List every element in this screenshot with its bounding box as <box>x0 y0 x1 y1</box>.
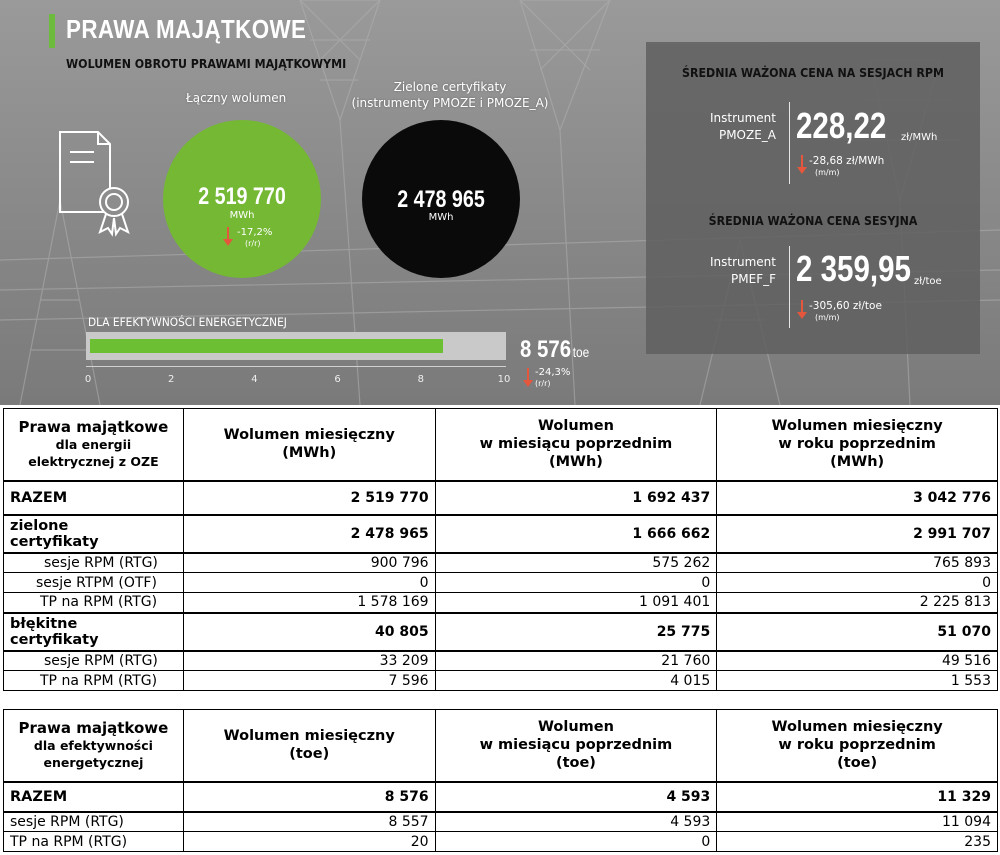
price-rpm-unit: zł/MWh <box>901 132 938 143</box>
cell-value: 1 553 <box>717 671 998 691</box>
row-label <box>4 613 184 651</box>
cell-value: 2 225 813 <box>717 593 998 613</box>
table-row <box>4 832 998 852</box>
price-session-heading: ŚREDNIA WAŻONA CENA SESYJNA <box>708 214 918 228</box>
price-rpm-instrument-line2: PMOZE_A <box>718 128 776 142</box>
certificate-icon <box>58 130 138 240</box>
price-rpm-change <box>809 155 884 179</box>
axis-tick-label: 2 <box>168 374 175 385</box>
price-session-change-period: (m/m) <box>815 313 840 322</box>
price-session-instrument-line2: PMEF_F <box>731 272 776 286</box>
cell-value: 33 209 <box>183 651 435 671</box>
cell-value: 2 478 965 <box>183 515 435 553</box>
cell-value: 575 262 <box>435 553 717 573</box>
efficiency-value-number: 8 576 <box>520 336 572 363</box>
table-header-line: dla efektywności <box>33 738 153 754</box>
down-arrow-icon <box>527 368 529 382</box>
table-header-line: Wolumen <box>537 719 614 736</box>
cell-value: 0 <box>435 832 717 852</box>
down-arrow-icon <box>801 300 803 314</box>
cell-value: 8 557 <box>183 812 435 832</box>
row-label: TP na RPM (RTG) <box>4 593 184 613</box>
table-header-line: (MWh) <box>282 445 337 462</box>
price-session-divider <box>789 246 790 328</box>
efficiency-change-period: (r/r) <box>535 379 551 388</box>
total-volume-change-period: (r/r) <box>245 239 261 248</box>
table-header-line: w roku poprzednim <box>778 737 936 754</box>
cell-value: 765 893 <box>717 553 998 573</box>
cell-value: 40 805 <box>183 613 435 651</box>
cell-value: 25 775 <box>435 613 717 651</box>
efficiency-value-unit: toe <box>572 344 590 360</box>
axis-tick-label: 4 <box>251 374 258 385</box>
total-volume-label: Łączny wolumen <box>186 91 287 105</box>
cell-value: 1 692 437 <box>435 481 717 515</box>
table-header-line: Wolumen miesięczny <box>223 728 395 745</box>
table-row <box>4 515 998 553</box>
cell-value: 3 042 776 <box>717 481 998 515</box>
table-header-line: Wolumen miesięczny <box>771 719 943 736</box>
price-rpm-change-value: -28,68 zł/MWh <box>809 155 885 167</box>
green-certs-label-line2: (instrumenty PMOZE i PMOZE_A) <box>351 96 549 110</box>
table-header-cell <box>4 710 184 782</box>
total-volume-value: 2 519 770 <box>198 183 286 210</box>
cell-value: 2 991 707 <box>717 515 998 553</box>
table-header-cell <box>183 409 435 481</box>
axis-tick-label: 6 <box>334 374 341 385</box>
price-session-instrument-line1: Instrument <box>709 255 776 269</box>
green-certs-unit: MWh <box>428 212 454 223</box>
table-row <box>4 593 998 613</box>
cell-value: 21 760 <box>435 651 717 671</box>
row-label: sesje RTPM (OTF) <box>4 573 184 593</box>
row-label: RAZEM <box>4 782 184 812</box>
table-header-line: (toe) <box>837 755 878 772</box>
cell-value: 0 <box>717 573 998 593</box>
table-header-line: Wolumen miesięczny <box>771 418 943 435</box>
table-header-line: energetycznej <box>43 755 144 771</box>
table-header-line: Wolumen miesięczny <box>223 427 395 444</box>
price-session-change <box>809 300 882 324</box>
cell-value: 0 <box>435 573 717 593</box>
efficiency-volume-table <box>3 709 998 852</box>
summary-panel <box>0 0 1000 405</box>
table-header-line: Prawa majątkowe <box>18 719 169 738</box>
cell-value: 1 578 169 <box>183 593 435 613</box>
table-header-line: dla energii <box>55 437 132 453</box>
table-header-cell <box>435 710 717 782</box>
table-header-line: (MWh) <box>548 454 603 471</box>
total-volume-circle <box>163 120 321 278</box>
table-row <box>4 613 998 651</box>
cell-value: 11 094 <box>717 812 998 832</box>
table-header-cell <box>717 409 998 481</box>
table-header-cell <box>435 409 717 481</box>
table-header-cell <box>4 409 184 481</box>
green-certs-value: 2 478 965 <box>397 186 485 213</box>
price-session-value: 2 359,95 <box>796 248 911 289</box>
total-volume-change-value: -17,2% <box>237 227 273 238</box>
cell-value: 4 015 <box>435 671 717 691</box>
row-label <box>4 515 184 553</box>
price-rpm-heading: ŚREDNIA WAŻONA CENA NA SESJACH RPM <box>682 66 944 80</box>
row-label: sesje RPM (RTG) <box>4 812 184 832</box>
table-header-line: w miesiącu poprzednim <box>479 737 673 754</box>
price-session-unit: zł/toe <box>914 276 942 287</box>
price-rpm-divider <box>789 102 790 184</box>
row-label-line: błękitne <box>10 615 78 632</box>
table-row <box>4 651 998 671</box>
table-header-line: w miesiącu poprzednim <box>479 436 673 453</box>
table-row <box>4 573 998 593</box>
table-row <box>4 782 998 812</box>
cell-value: 0 <box>183 573 435 593</box>
price-session-instrument <box>646 254 776 288</box>
total-volume-unit: MWh <box>229 210 255 221</box>
cell-value: 49 516 <box>717 651 998 671</box>
table-header-line: Wolumen <box>537 418 614 435</box>
table-header-line: (toe) <box>289 746 330 763</box>
table-row <box>4 481 998 515</box>
table-header-cell <box>183 710 435 782</box>
table-header-line: w roku poprzednim <box>778 436 936 453</box>
table-row <box>4 812 998 832</box>
table-header-row <box>4 710 998 782</box>
efficiency-axis <box>86 366 506 367</box>
table-header-line: (MWh) <box>830 454 885 471</box>
efficiency-bar-track <box>86 332 506 360</box>
price-rpm-instrument-line1: Instrument <box>709 111 776 125</box>
price-session-change-value: -305,60 zł/toe <box>809 300 882 312</box>
cell-value: 51 070 <box>717 613 998 651</box>
row-label: sesje RPM (RTG) <box>4 553 184 573</box>
table-header-row <box>4 409 998 481</box>
table-header-line: Prawa majątkowe <box>18 418 169 437</box>
table-header-line: elektrycznej z OZE <box>28 454 159 470</box>
row-label-line: certyfikaty <box>10 631 99 648</box>
green-certs-label-line1: Zielone certyfikaty <box>393 80 507 94</box>
cell-value: 235 <box>717 832 998 852</box>
oze-volume-table <box>3 408 998 691</box>
row-label-line: zielone <box>10 517 69 534</box>
title-accent-bar <box>49 14 55 48</box>
axis-tick-label: 10 <box>497 374 511 385</box>
table-header-cell <box>717 710 998 782</box>
cell-value: 8 576 <box>183 782 435 812</box>
cell-value: 20 <box>183 832 435 852</box>
price-rpm-value: 228,22 <box>796 105 887 146</box>
cell-value: 4 593 <box>435 782 717 812</box>
price-rpm-instrument <box>646 110 776 144</box>
row-label: RAZEM <box>4 481 184 515</box>
efficiency-change <box>535 367 570 389</box>
cell-value: 4 593 <box>435 812 717 832</box>
row-label: TP na RPM (RTG) <box>4 671 184 691</box>
efficiency-change-value: -24,3% <box>535 367 571 378</box>
row-label: sesje RPM (RTG) <box>4 651 184 671</box>
cell-value: 11 329 <box>717 782 998 812</box>
cell-value: 1 666 662 <box>435 515 717 553</box>
cell-value: 900 796 <box>183 553 435 573</box>
efficiency-value <box>520 336 589 364</box>
axis-tick-label: 0 <box>84 374 92 385</box>
cell-value: 2 519 770 <box>183 481 435 515</box>
down-arrow-icon <box>227 227 229 241</box>
page-title: PRAWA MAJĄTKOWE <box>66 14 307 44</box>
green-certs-circle <box>362 120 520 278</box>
table-row <box>4 553 998 573</box>
section-subtitle: WOLUMEN OBROTU PRAWAMI MAJĄTKOWYMI <box>66 57 347 71</box>
cell-value: 7 596 <box>183 671 435 691</box>
cell-value: 1 091 401 <box>435 593 717 613</box>
table-row <box>4 671 998 691</box>
axis-tick-label: 8 <box>417 374 424 385</box>
efficiency-bar-fill <box>90 339 443 353</box>
efficiency-label: DLA EFEKTYWNOŚCI ENERGETYCZNEJ <box>88 315 287 329</box>
row-label: TP na RPM (RTG) <box>4 832 184 852</box>
row-label-line: certyfikaty <box>10 533 99 550</box>
total-volume-change <box>237 227 272 249</box>
green-certs-label <box>340 79 560 111</box>
price-box <box>646 42 980 354</box>
table-header-line: (toe) <box>555 755 596 772</box>
down-arrow-icon <box>801 155 803 169</box>
price-rpm-change-period: (m/m) <box>815 168 840 177</box>
